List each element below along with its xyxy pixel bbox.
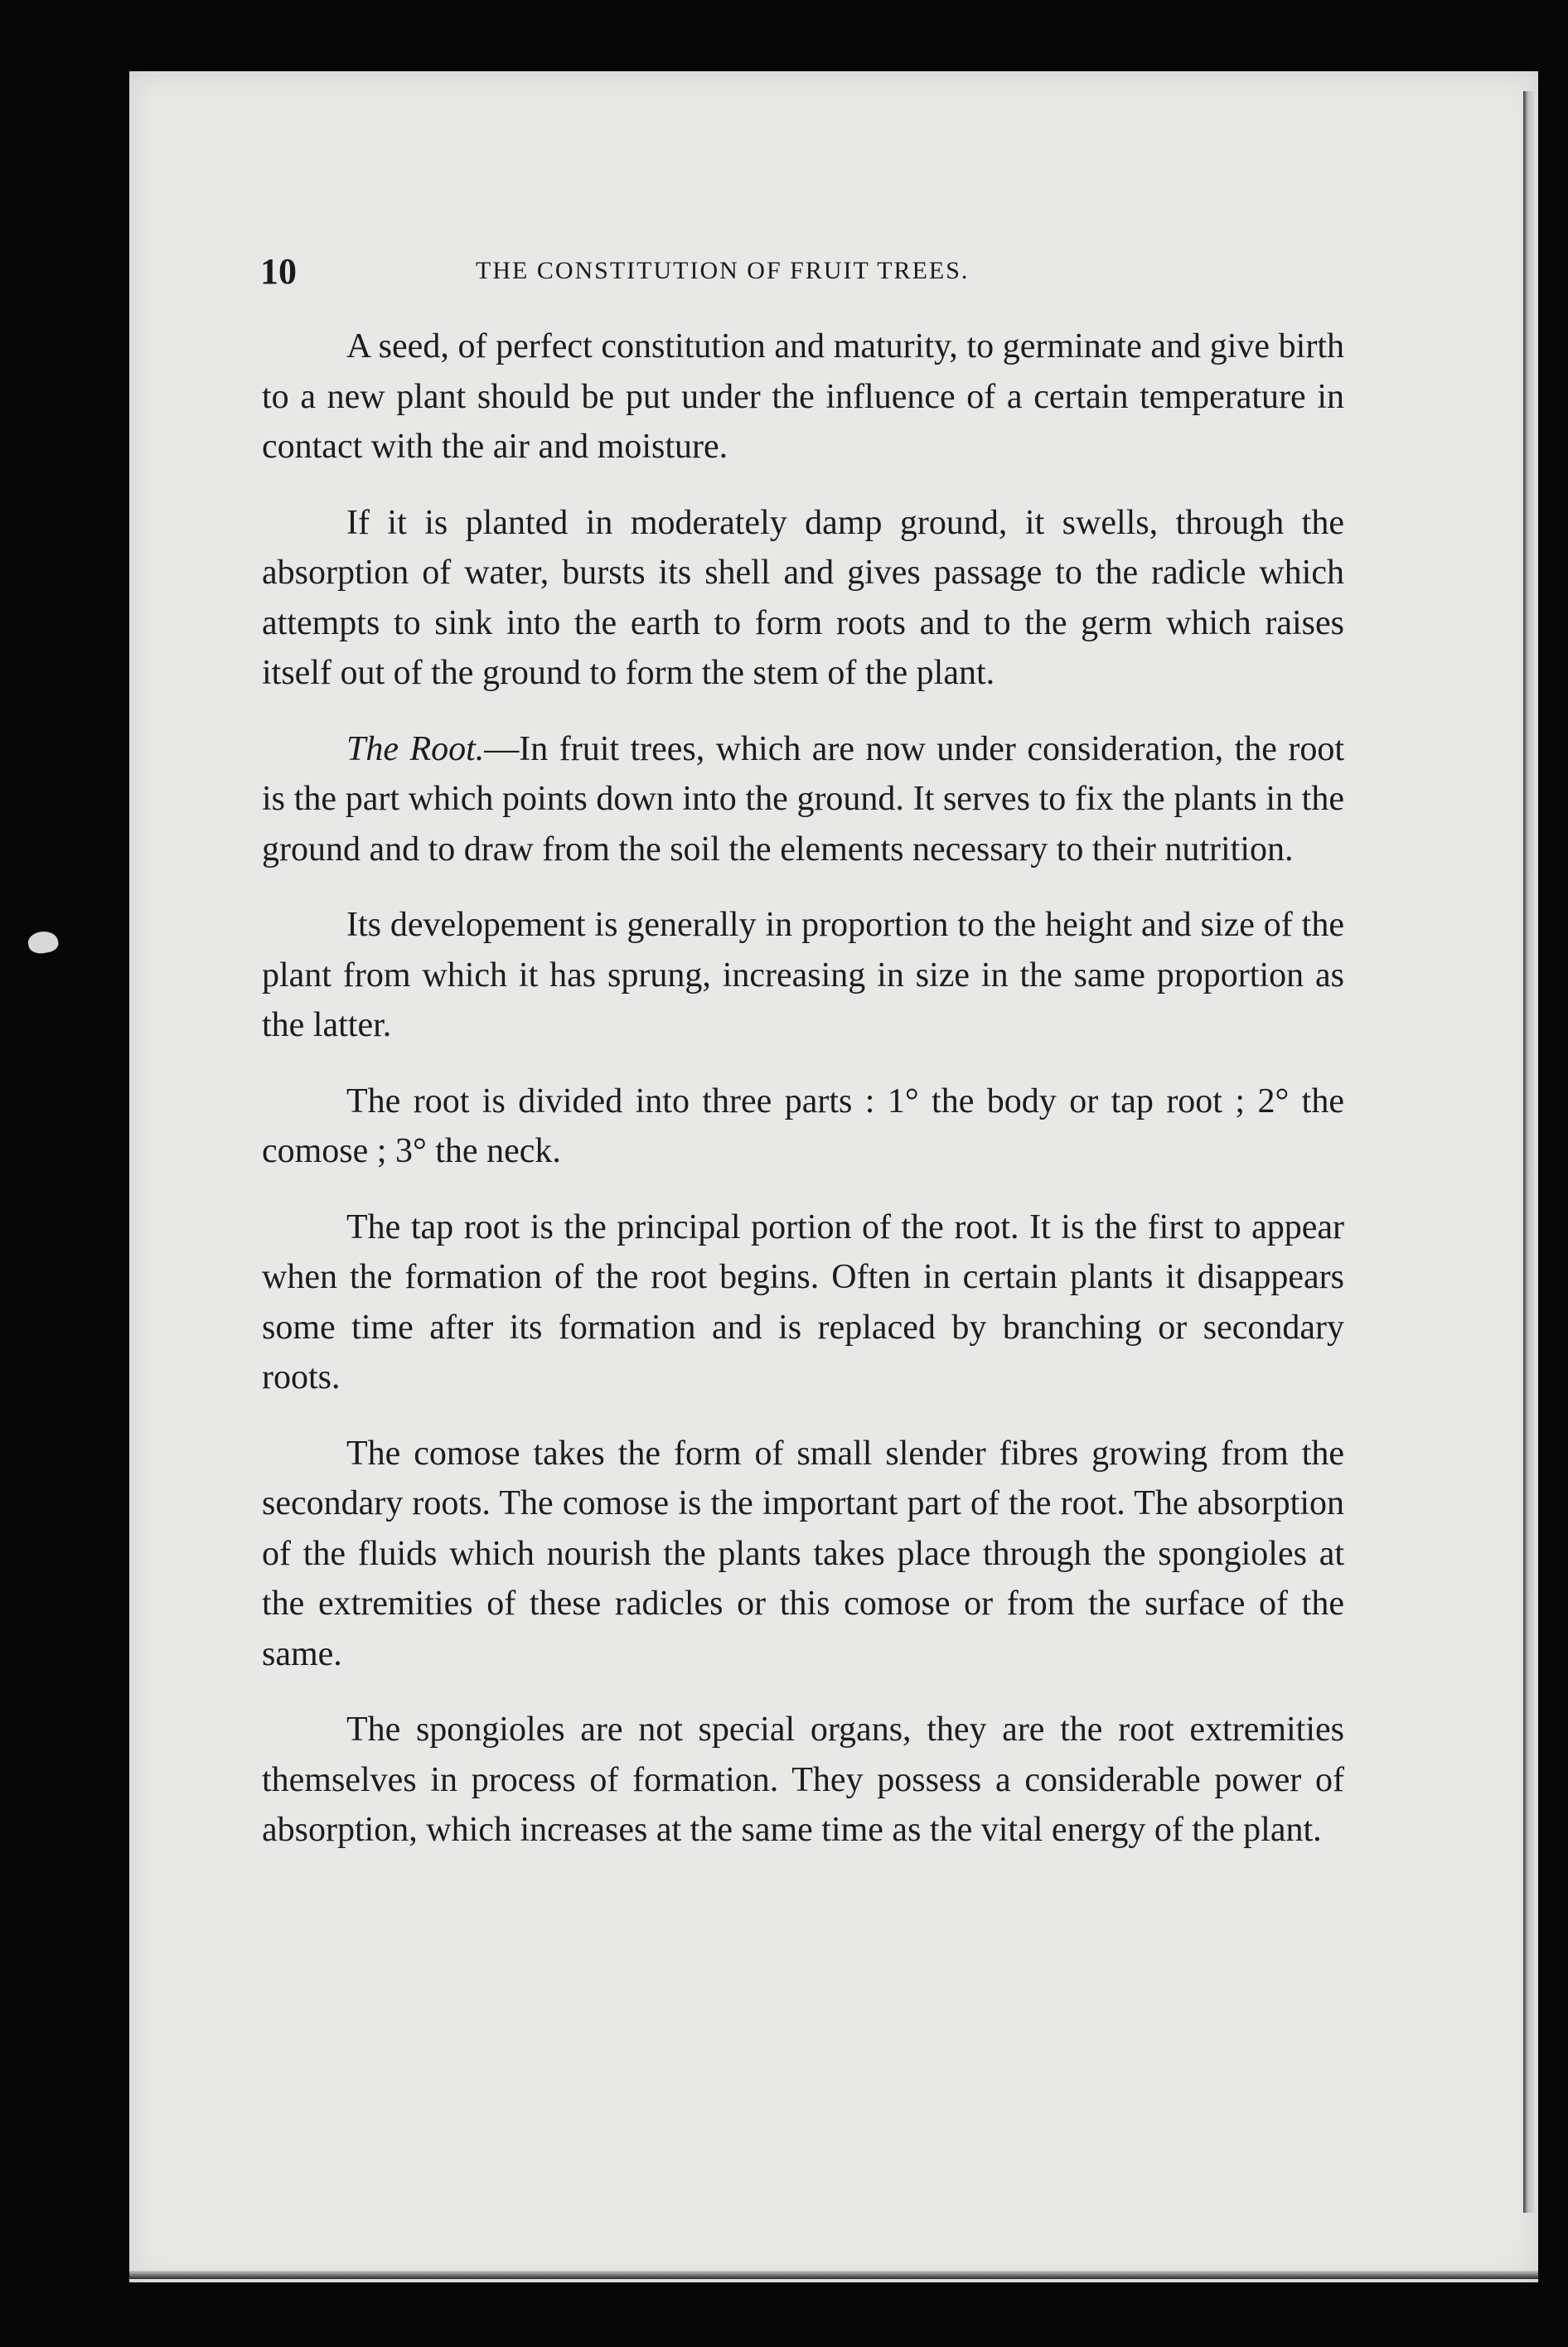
paragraph: A seed, of perfect constitution and maturity, to germinate and give birth to a new plant should be put under the influence of a certain temperature in contact with the air and moisture. bbox=[262, 327, 1344, 466]
section-heading: The Root. bbox=[346, 729, 485, 768]
paragraph: The spongioles are not special organs, they are the root extremities themselves in process of formation. They possess a considerable power of absorption, which increases at the same time as the vital energy of the plant. bbox=[262, 1711, 1344, 1849]
paragraph: The root is divided into three parts : 1° the body or tap root ; 2° the comose ; 3° the neck. bbox=[262, 1082, 1344, 1170]
page-header bbox=[260, 250, 1338, 300]
paragraph-text: —In fruit trees, which are now under consideration, the root is the part which points down into the ground. It serves to fix the plants in the ground and to draw from the soil the elements necessary to their nutrition. bbox=[262, 729, 1344, 869]
page-number: 10 bbox=[260, 251, 297, 292]
running-head: THE CONSTITUTION OF FRUIT TREES. bbox=[476, 257, 970, 284]
page-edge-right bbox=[1523, 91, 1535, 2213]
paragraph bbox=[262, 724, 1344, 875]
paragraph: The tap root is the principal portion of the root. It is the first to appear when the formation of the root begins. Often in certain plants it disappears some time after its formation and is replaced by branching or secondary roots. bbox=[262, 1207, 1344, 1396]
paragraph: If it is planted in moderately damp ground, it swells, through the absorption of water, bursts its shell and gives passage to the radicle which attempts to sink into the earth to form roots and to the germ which raises itself out of the ground to form the stem of the plant. bbox=[262, 503, 1344, 692]
paragraph: Its developement is generally in proportion to the height and size of the plant from which it has sprung, increasing in size in the same proportion as the latter. bbox=[262, 906, 1344, 1044]
page-edge-bottom bbox=[129, 2271, 1538, 2279]
paragraph: The comose takes the form of small slender fibres growing from the secondary roots. The comose is the important part of the root. The absorption of the fluids which nourish the plants takes place through the spongioles at the extremities of these radicles or this comose or from the surface of the same. bbox=[262, 1434, 1344, 1673]
scan-speck bbox=[27, 929, 60, 956]
body-text bbox=[262, 322, 1344, 1881]
